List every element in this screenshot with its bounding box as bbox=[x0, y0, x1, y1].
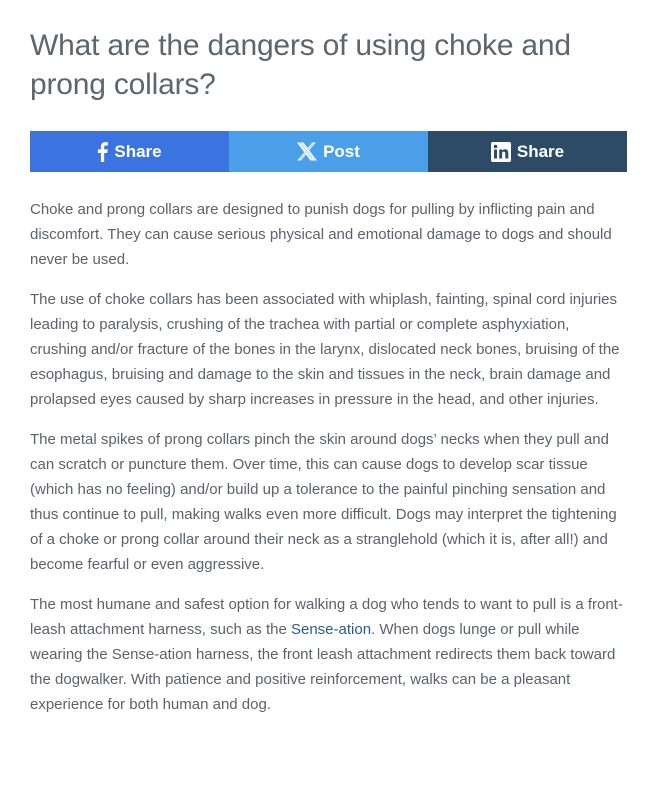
paragraph-1: Choke and prong collars are designed to punish dogs for pulling by inflicting pain and discomfort. They can cause serious physical and emotional damage to dogs and should never be used. bbox=[30, 201, 612, 268]
share-bar bbox=[30, 131, 627, 172]
paragraph-4-text-before-link: The most humane and safest option for walking a dog who tends to want to pull is a front-leash attachment harness, such as the bbox=[30, 596, 623, 638]
paragraph-3: The metal spikes of prong collars pinch the skin around dogs’ necks when they pull and can scratch or puncture them. Over time, this can cause dogs to develop scar tissue (which has no feeling) and/or build up a tolerance to the painful pinching sensation and thus continue to pull, making walks even more difficult. Dogs may interpret the tightening of a choke or prong collar around their neck as a stranglehold (which it is, after all!) and become fearful or even aggressive. bbox=[30, 431, 617, 573]
article-title: What are the dangers of using choke and prong collars? bbox=[30, 29, 571, 101]
x-post-label: Post bbox=[323, 141, 360, 161]
facebook-share-button[interactable] bbox=[30, 131, 229, 172]
facebook-share-label: Share bbox=[114, 141, 162, 161]
x-post-button[interactable] bbox=[229, 131, 428, 172]
article-body bbox=[30, 197, 627, 717]
paragraph-4-text-after-link: . When dogs lunge or pull while wearing the Sense-ation harness, the front leash attachment redirects them back toward the dogwalker. With patience and positive reinforcement, walks can be a pleasant experience for both human and dog. bbox=[30, 621, 616, 713]
x-icon bbox=[297, 142, 317, 161]
facebook-icon bbox=[97, 142, 108, 162]
article bbox=[30, 26, 627, 732]
linkedin-share-button[interactable] bbox=[428, 131, 627, 172]
paragraph-4 bbox=[30, 592, 627, 717]
paragraph-2: The use of choke collars has been associated with whiplash, fainting, spinal cord injuries leading to paralysis, crushing of the trachea with partial or complete asphyxiation, crushing and/or fracture of the bones in the larynx, dislocated neck bones, bruising of the esophagus, bruising and damage to the skin and tissues in the neck, brain damage and prolapsed eyes caused by sharp increases in pressure in the head, and other injuries. bbox=[30, 291, 620, 408]
linkedin-share-label: Share bbox=[516, 141, 565, 161]
linkedin-icon bbox=[491, 142, 511, 162]
sense-ation-link[interactable]: Sense-ation bbox=[290, 621, 372, 638]
